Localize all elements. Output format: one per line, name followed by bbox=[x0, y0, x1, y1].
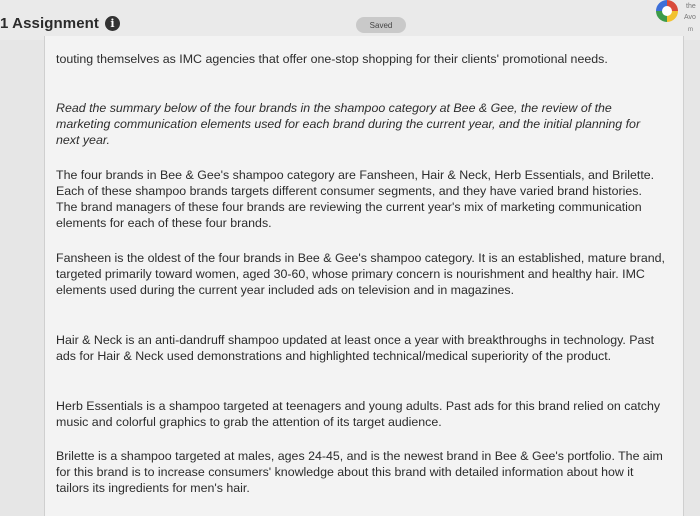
paragraph-intro-cont: touting themselves as IMC agencies that offer one-stop shopping for their clients' promotional needs. bbox=[56, 52, 608, 66]
paragraph-brilette: Brilette is a shampoo targeted at males, ages 24-45, and is the newest brand in Bee & Gee's portfolio. The aim for this brand is to increase consumers' knowledge about this brand with detailed information about how it tailors its ingredients for men's hair. bbox=[56, 449, 663, 495]
paragraph-fansheen: Fansheen is the oldest of the four brands in Bee & Gee's shampoo category. It is an established, mature brand, targeted primarily toward women, aged 30-60, whose primary concern is nourishment and healthy hair. IMC elements used during the current year included ads on television and in magazines. bbox=[56, 251, 665, 297]
info-icon[interactable]: i bbox=[105, 16, 120, 31]
paragraph-herb-essentials: Herb Essentials is a shampoo targeted at teenagers and young adults. Past ads for this brand relied on catchy music and colorful graphics to grab the attention of its target audience. bbox=[56, 399, 661, 429]
saved-status-badge: Saved bbox=[356, 17, 406, 33]
assignment-title: 1 Assignment bbox=[0, 15, 100, 32]
assignment-content bbox=[44, 36, 684, 516]
corner-text-3: m bbox=[688, 27, 693, 33]
top-bar bbox=[0, 0, 700, 40]
paragraph-brands-overview: The four brands in Bee & Gee's shampoo category are Fansheen, Hair & Neck, Herb Essentials, and Brilette. Each of these shampoo brands targets different consumer segments, and they have varied brand histories. The brand managers of these four brands are reviewing the current year's mix of marketing communication elements for each of these four brands. bbox=[56, 168, 655, 230]
browser-logo-icon[interactable] bbox=[656, 0, 678, 22]
corner-text-2: Avo bbox=[684, 14, 696, 21]
assignment-header bbox=[0, 15, 120, 32]
corner-text-1: the bbox=[686, 3, 696, 10]
paragraph-hair-neck: Hair & Neck is an anti-dandruff shampoo updated at least once a year with breakthroughs in technology. Past ads for Hair & Neck used demonstrations and highlighted technical/medical superiority of the product. bbox=[56, 333, 655, 363]
paragraph-instructions: Read the summary below of the four brands in the shampoo category at Bee & Gee, the review of the marketing communication elements used for each brand during the current year, and the initial planning for next year. bbox=[56, 101, 641, 147]
